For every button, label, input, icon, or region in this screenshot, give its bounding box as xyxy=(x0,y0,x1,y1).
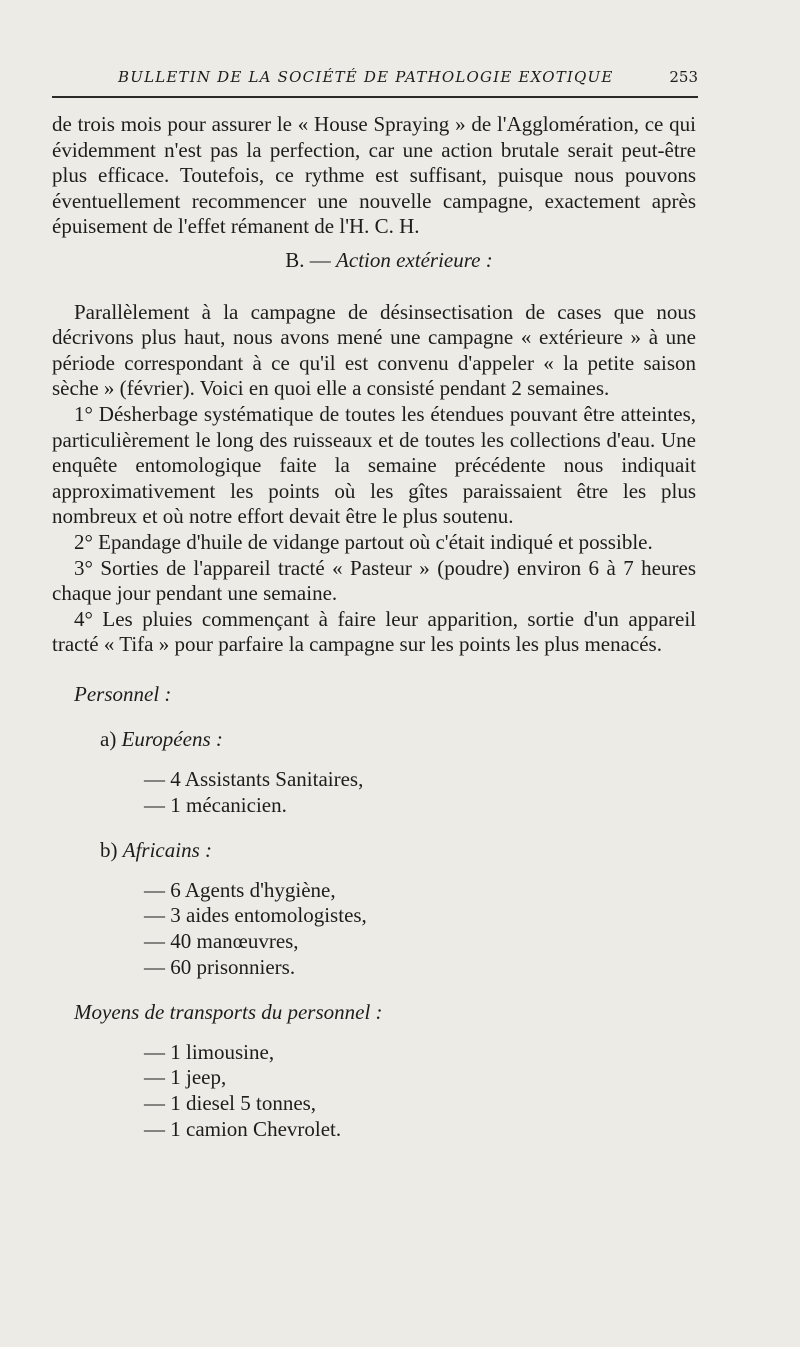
section-letter: B. — xyxy=(285,247,331,272)
personnel-label: Personnel : xyxy=(74,681,172,706)
paragraph-item-1: 1° Désherbage systématique de toutes les étendues pouvant être atteintes, particulièrement le long des ruisseaux et de toutes les collections d'eau. Une enquête entomologique faite la semaine précédente nous indiquait approximativement les points où les gîtes paraissaient être les plus nombreux et où notre effort devait être le plus soutenu. xyxy=(52,401,696,529)
africains-heading xyxy=(52,838,696,864)
europeens-prefix: a) xyxy=(100,727,117,752)
list-item: — 1 jeep, xyxy=(144,1065,227,1090)
list-item: — 1 mécanicien. xyxy=(144,792,287,817)
africains-prefix: b) xyxy=(100,838,118,863)
paragraph-continuation: de trois mois pour assurer le « House Spraying » de l'Agglomération, ce qui évidemment n'est pas la perfection, car une action brutale serait peut-être plus efficace. Toutefois, ce rythme est suffisant, puisque nous pouvons éventuellement recommencer une nouvelle campagne, exactement après épuisement de l'effet rémanent de l'H. C. H. xyxy=(52,112,696,239)
paragraph-item-4: 4° Les pluies commençant à faire leur apparition, sortie d'un appareil tracté « Tifa » pour parfaire la campagne sur les points les plus menacés. xyxy=(52,606,696,657)
list-item: — 3 aides entomologistes, xyxy=(144,903,367,928)
list-item: — 6 Agents d'hygiène, xyxy=(144,877,336,902)
europeens-title: Européens : xyxy=(121,727,223,752)
header-rule xyxy=(52,96,698,98)
list-item: — 1 camion Chevrolet. xyxy=(144,1116,342,1141)
section-title: Action extérieure : xyxy=(336,247,493,272)
running-title: BULLETIN DE LA SOCIÉTÉ DE PATHOLOGIE EXOTIQUE xyxy=(118,68,614,86)
list-item: — 1 limousine, xyxy=(144,1039,275,1064)
paragraph-parallelement: Parallèlement à la campagne de désinsectisation de cases que nous décrivons plus haut, nous avons mené une campagne « extérieure » à une période correspondant à ce qu'il est convenu d'appeler « la petite saison sèche » (février). Voici en quoi elle a consisté pendant 2 semaines. xyxy=(52,299,696,401)
list-item: — 40 manœuvres, xyxy=(144,929,299,954)
paragraph-item-3: 3° Sorties de l'appareil tracté « Pasteur » (poudre) environ 6 à 7 heures chaque jour pendant une semaine. xyxy=(52,555,696,606)
africains-title: Africains : xyxy=(122,838,212,863)
list-item: — 60 prisonniers. xyxy=(144,954,296,979)
body-text xyxy=(52,112,696,1142)
transports-label: Moyens de transports du personnel : xyxy=(74,1000,383,1025)
paragraph-item-2: 2° Epandage d'huile de vidange partout où c'était indiqué et possible. xyxy=(74,529,653,554)
list-item: — 1 diesel 5 tonnes, xyxy=(144,1091,317,1115)
page-number: 253 xyxy=(669,68,698,86)
section-heading xyxy=(52,248,696,274)
list-item: — 4 Assistants Sanitaires, xyxy=(144,767,364,792)
europeens-heading xyxy=(52,727,696,753)
